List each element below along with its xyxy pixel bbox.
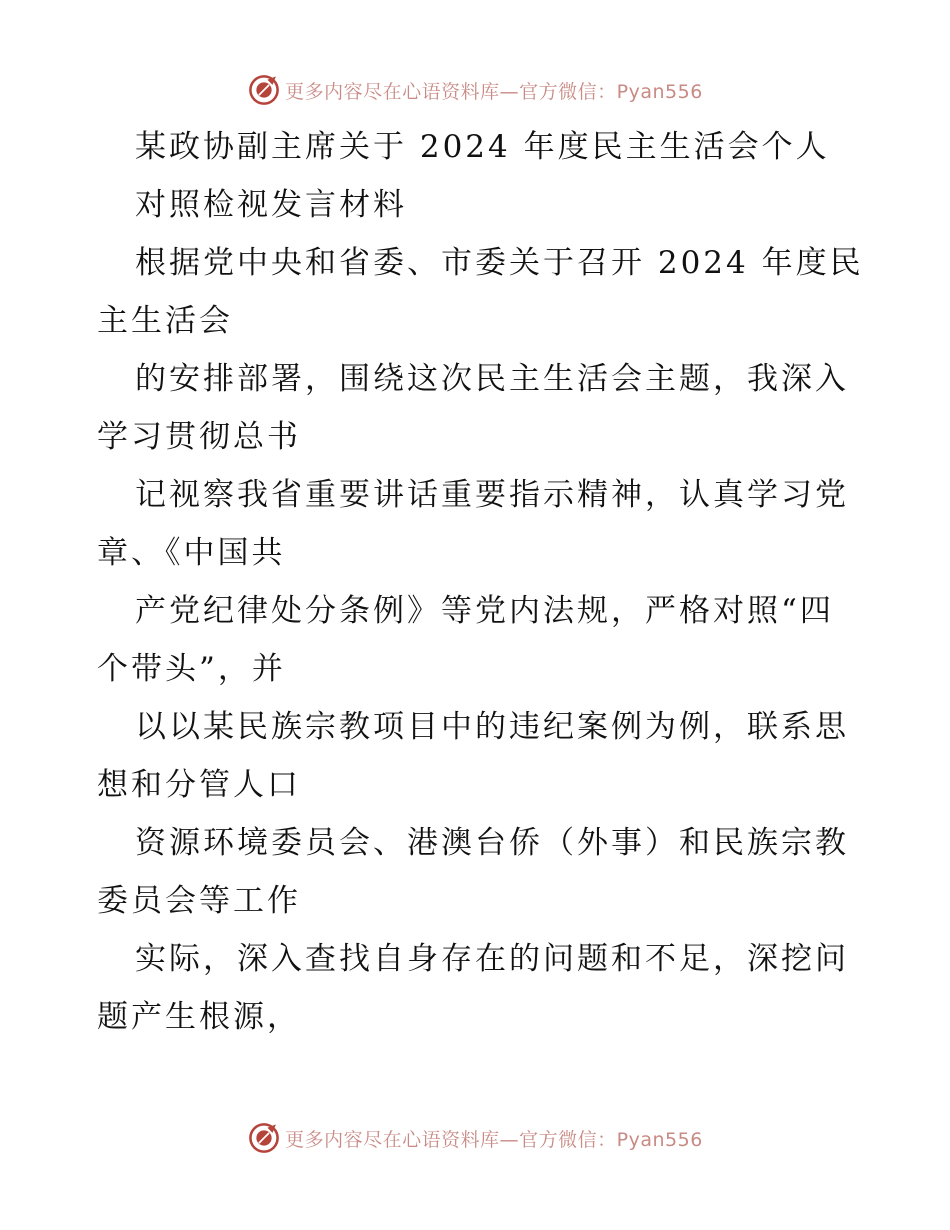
- paragraph-line: 资源环境委员会、港澳台侨（外事）和民族宗教: [135, 825, 849, 861]
- watermark-text: 更多内容尽在心语资料库—官方微信：Pyan556: [285, 1128, 703, 1151]
- paragraph-line: 个带头”，并: [97, 651, 286, 687]
- paragraph-line: 主生活会: [97, 303, 233, 339]
- paragraph-line: 实际，深入查找自身存在的问题和不足，深挖问: [135, 941, 849, 977]
- paragraph-line: 的安排部署，围绕这次民主生活会主题，我深入: [135, 361, 849, 397]
- header-watermark: [0, 70, 950, 110]
- document-body: [97, 118, 864, 1046]
- pen-logo-icon: [247, 73, 281, 107]
- paragraph-line: 产党纪律处分条例》等党内法规，严格对照“四: [135, 593, 834, 629]
- paragraph-line: 学习贯彻总书: [97, 419, 301, 455]
- paragraph-line: 题产生根源，: [97, 999, 301, 1035]
- paragraph-line: 根据党中央和省委、市委关于召开 2024 年度民: [135, 245, 864, 281]
- paragraph-line: 记视察我省重要讲话重要指示精神，认真学习党: [135, 477, 849, 513]
- footer-watermark: [0, 1118, 950, 1158]
- paragraph-line: 以以某民族宗教项目中的违纪案例为例，联系思: [135, 709, 849, 745]
- paragraph-line: 想和分管人口: [97, 767, 301, 803]
- paragraph-line: 章、《中国共: [97, 535, 286, 571]
- title-line-1: 某政协副主席关于 2024 年度民主生活会个人: [135, 129, 830, 165]
- watermark-text: 更多内容尽在心语资料库—官方微信：Pyan556: [285, 80, 703, 103]
- pen-logo-icon: [247, 1121, 281, 1155]
- title-line-2: 对照检视发言材料: [135, 187, 407, 223]
- paragraph-line: 委员会等工作: [97, 883, 301, 919]
